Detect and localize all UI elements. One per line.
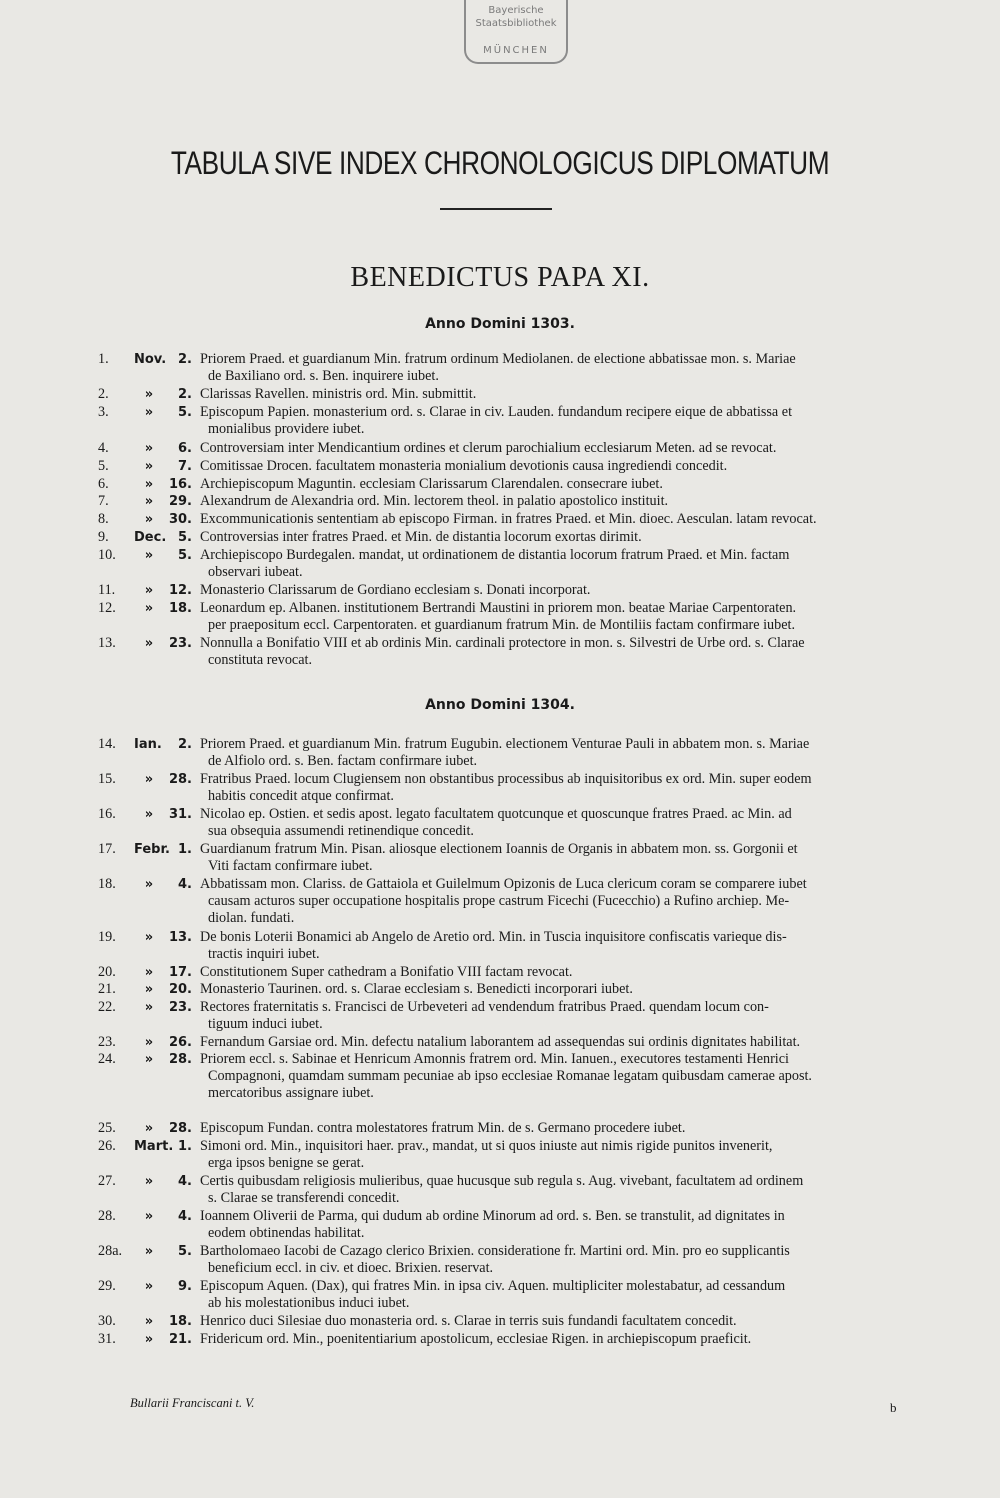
entry-number: 2. xyxy=(98,386,109,402)
entry-day: 1. xyxy=(178,842,192,857)
entry-number: 25. xyxy=(98,1120,116,1136)
entry-number: 1. xyxy=(98,351,109,367)
title-divider xyxy=(440,208,552,210)
entry-day: 28. xyxy=(168,1121,192,1136)
entry-month: Febr. xyxy=(134,842,170,857)
entry-text-line: Leonardum ep. Albanen. institutionem Bertrandi Maustini in priorem mon. beatae Mariae Carpentoraten. xyxy=(200,600,797,616)
entry-month: » xyxy=(144,1244,154,1259)
entry-number: 29. xyxy=(98,1278,116,1294)
entry-number: 28. xyxy=(98,1208,116,1224)
entry-day: 4. xyxy=(178,1209,192,1224)
entry-text-line: Priorem eccl. s. Sabinae et Henricum Amonnis fratrem ord. Min. Ianuen., executores testamenti Henrici xyxy=(200,1051,789,1067)
entry-day: 9. xyxy=(178,1279,192,1294)
entry-day: 18. xyxy=(168,601,192,616)
entry-month: » xyxy=(144,1035,154,1050)
entry-text xyxy=(200,841,896,875)
entry-day: 12. xyxy=(168,583,192,598)
entry-text-line: Excommunicationis sententiam ab episcopo Firman. in fratres Praed. et Min. dioec. Aesculan. latam revocat. xyxy=(200,511,817,527)
entry-day: 5. xyxy=(178,548,192,563)
entry-text-line: Guardianum fratrum Min. Pisan. aliosque electionem Ioannis de Organis in abbatem mon. ss. Gorgonii et xyxy=(200,841,798,857)
entry-number: 9. xyxy=(98,529,109,545)
entry-month: » xyxy=(144,1174,154,1189)
stamp-line-3: MÜNCHEN xyxy=(483,45,549,56)
entry-text xyxy=(200,386,896,403)
entry-month: » xyxy=(144,512,154,527)
entry-text-line: Bartholomaeo Iacobi de Cazago clerico Brixien. consideratione fr. Martini ord. Min. pro eo supplicantis xyxy=(200,1243,790,1259)
entry-text xyxy=(200,1034,896,1051)
entry-month: » xyxy=(144,982,154,997)
pope-heading: BENEDICTUS PAPA XI. xyxy=(350,262,650,293)
entry-text-line: Comitissae Drocen. facultatem monasteria monialium devotionis causa ingrediendi concedit. xyxy=(200,458,728,474)
entry-text xyxy=(200,404,896,438)
entry-text xyxy=(200,582,896,599)
entry-day: 18. xyxy=(168,1314,192,1329)
entry-month: » xyxy=(144,548,154,563)
entry-month: » xyxy=(144,877,154,892)
entry-number: 10. xyxy=(98,547,116,563)
entry-text-line: Episcopum Fundan. contra molestatores fratrum Min. de s. Germano procedere iubet. xyxy=(200,1120,686,1136)
stamp-line-1: Bayerische xyxy=(488,5,544,16)
entry-month: Ian. xyxy=(134,737,162,752)
entry-month: » xyxy=(144,441,154,456)
entry-text-line: Archiepiscopo Burdegalen. mandat, ut ordinationem de distantia locorum fratrum Praed. et Min. factam xyxy=(200,547,790,563)
entry-text xyxy=(200,1278,896,1312)
entry-text xyxy=(200,964,896,981)
entry-month: » xyxy=(144,1279,154,1294)
entry-day: 21. xyxy=(168,1332,192,1347)
entry-day: 20. xyxy=(168,982,192,997)
entry-month: » xyxy=(144,459,154,474)
entry-text-line: Monasterio Clarissarum de Gordiano ecclesiam s. Donati incorporat. xyxy=(200,582,591,598)
entry-day: 6. xyxy=(178,441,192,456)
entry-text xyxy=(200,476,896,493)
entry-day: 5. xyxy=(178,405,192,420)
entry-number: 13. xyxy=(98,635,116,651)
entry-month: » xyxy=(144,772,154,787)
entry-text-line: tractis inquiri iubet. xyxy=(208,946,320,962)
entry-text-line: tiguum induci iubet. xyxy=(208,1016,323,1032)
entry-text xyxy=(200,440,896,457)
entry-text-line: de Alfiolo ord. s. Ben. factam confirmare iubet. xyxy=(208,753,478,769)
entry-number: 5. xyxy=(98,458,109,474)
entry-day: 7. xyxy=(178,459,192,474)
entry-text-line: diolan. fundati. xyxy=(208,910,295,926)
entry-day: 28. xyxy=(168,1052,192,1067)
entry-number: 6. xyxy=(98,476,109,492)
entry-number: 17. xyxy=(98,841,116,857)
entry-number: 20. xyxy=(98,964,116,980)
entry-text xyxy=(200,529,896,546)
entry-text-line: Nicolao ep. Ostien. et sedis apost. legato facultatem quotcunque et quoscunque fratres Praed. ac Min. ad xyxy=(200,806,792,822)
entry-text xyxy=(200,511,896,528)
entry-number: 21. xyxy=(98,981,116,997)
entry-text-line: Certis quibusdam religiosis mulieribus, quae hucusque sub regula s. Aug. vivebant, facultatem ad ordinem xyxy=(200,1173,804,1189)
entry-text-line: Controversiam inter Mendicantium ordines et clerum parochialium ecclesiarum Meten. ad se revocat. xyxy=(200,440,777,456)
entry-text-line: observari iubeat. xyxy=(208,564,303,580)
entry-text xyxy=(200,1208,896,1242)
entry-month: Nov. xyxy=(134,352,167,367)
entry-text xyxy=(200,1331,896,1348)
entry-day: 30. xyxy=(168,512,192,527)
entry-number: 23. xyxy=(98,1034,116,1050)
entry-text xyxy=(200,806,896,840)
entry-day: 13. xyxy=(168,930,192,945)
entry-month: » xyxy=(144,1314,154,1329)
entry-number: 31. xyxy=(98,1331,116,1347)
entry-month: Dec. xyxy=(134,530,167,545)
entry-month: » xyxy=(144,583,154,598)
entry-text-line: Fernandum Garsiae ord. Min. defectu natalium laborantem ad assequendas sui ordinis dignitates habilitat. xyxy=(200,1034,801,1050)
entry-month: » xyxy=(144,1000,154,1015)
entry-number: 30. xyxy=(98,1313,116,1329)
entry-text-line: Constitutionem Super cathedram a Bonifatio VIII factam revocat. xyxy=(200,964,573,980)
entry-text xyxy=(200,1243,896,1277)
entry-month: » xyxy=(144,405,154,420)
entry-text xyxy=(200,771,896,805)
entry-day: 29. xyxy=(168,494,192,509)
entry-day: 16. xyxy=(168,477,192,492)
entry-number: 19. xyxy=(98,929,116,945)
entry-day: 5. xyxy=(178,530,192,545)
entry-day: 31. xyxy=(168,807,192,822)
entry-text xyxy=(200,458,896,475)
entry-text xyxy=(200,736,896,770)
page-title: TABULA SIVE INDEX CHRONOLOGICUS DIPLOMATUM xyxy=(170,145,830,181)
entry-text-line: Henrico duci Silesiae duo monasteria ord. s. Clarae in terris suis fundandi facultatem concedit. xyxy=(200,1313,737,1329)
entry-text-line: s. Clarae se transferendi concedit. xyxy=(208,1190,400,1206)
entry-day: 2. xyxy=(178,387,192,402)
stamp-line-2: Staatsbibliothek xyxy=(475,18,557,29)
entry-day: 1. xyxy=(178,1139,192,1154)
entry-text-line: Episcopum Papien. monasterium ord. s. Clarae in civ. Lauden. fundandum recipere eique de abbatissa et xyxy=(200,404,793,420)
entry-text-line: Rectores fraternitatis s. Francisci de Urbeveteri ad vendendum fratribus Praed. quendam locum con- xyxy=(200,999,769,1015)
entry-text xyxy=(200,1051,896,1102)
entry-text-line: Archiepiscopum Maguntin. ecclesiam Clarissarum Clarendalen. consecrare iubet. xyxy=(200,476,663,492)
entry-text-line: Compagnoni, quamdam summam pecuniae ab ipso ecclesiae Romanae legatam quibusdam camerae apost. xyxy=(208,1068,812,1084)
entry-day: 5. xyxy=(178,1244,192,1259)
entry-text xyxy=(200,999,896,1033)
entry-number: 18. xyxy=(98,876,116,892)
entry-text xyxy=(200,493,896,510)
entry-month: » xyxy=(144,930,154,945)
entry-number: 11. xyxy=(98,582,116,598)
entry-text-line: de Baxiliano ord. s. Ben. inquirere iubet. xyxy=(208,368,439,384)
entry-number: 26. xyxy=(98,1138,116,1154)
entry-day: 28. xyxy=(168,772,192,787)
entry-number: 12. xyxy=(98,600,116,616)
entry-text-line: eodem obtinendas habilitat. xyxy=(208,1225,365,1241)
entry-day: 2. xyxy=(178,737,192,752)
entry-number: 16. xyxy=(98,806,116,822)
entry-month: » xyxy=(144,494,154,509)
entry-text-line: Clarissas Ravellen. ministris ord. Min. submittit. xyxy=(200,386,477,402)
entry-text-line: erga ipsos benigne se gerat. xyxy=(208,1155,365,1171)
entry-number: 15. xyxy=(98,771,116,787)
entry-month: Mart. xyxy=(134,1139,174,1154)
entry-number: 4. xyxy=(98,440,109,456)
entry-text xyxy=(200,635,896,669)
entry-day: 23. xyxy=(168,1000,192,1015)
entry-day: 4. xyxy=(178,877,192,892)
entry-month: » xyxy=(144,636,154,651)
entry-day: 23. xyxy=(168,636,192,651)
entry-text xyxy=(200,1313,896,1330)
entry-text xyxy=(200,1138,896,1172)
entry-text-line: Alexandrum de Alexandria ord. Min. lectorem theol. in palatio apostolico instituit. xyxy=(200,493,669,509)
entry-text xyxy=(200,600,896,634)
entry-text xyxy=(200,929,896,963)
entry-text xyxy=(200,1173,896,1207)
entry-text-line: De bonis Loterii Bonamici ab Angelo de Aretio ord. Min. in Tuscia inquisitore confiscatis varieque dis- xyxy=(200,929,787,945)
entry-month: » xyxy=(144,1121,154,1136)
footer-volume: Bullarii Franciscani t. V. xyxy=(130,1396,255,1410)
entry-number: 22. xyxy=(98,999,116,1015)
entry-text-line: constituta revocat. xyxy=(208,652,313,668)
entry-text xyxy=(200,351,896,385)
entry-text-line: Fridericum ord. Min., poenitentiarium apostolicum, ecclesiae Rigen. in archiepiscopum praeficit. xyxy=(200,1331,752,1347)
entry-text xyxy=(200,547,896,581)
year-heading-1303: Anno Domini 1303. xyxy=(425,316,575,332)
entry-month: » xyxy=(144,1332,154,1347)
entry-text-line: Nonnulla a Bonifatio VIII et ab ordinis Min. cardinali protectore in mon. s. Silvestri de Urbe ord. s. Clarae xyxy=(200,635,805,651)
entry-day: 4. xyxy=(178,1174,192,1189)
entry-text-line: ab his molestationibus induci iubet. xyxy=(208,1295,410,1311)
entry-day: 17. xyxy=(168,965,192,980)
entry-text-line: Fratribus Praed. locum Clugiensem non obstantibus processibus ab inquisitoribus ex ord. Min. super eodem xyxy=(200,771,812,787)
entry-text-line: per praepositum eccl. Carpentoraten. et guardianum fratrum Min. de Montiliis factam confirmare iubet. xyxy=(208,617,796,633)
entry-text-line: sua obsequia assumendi retinendique concedit. xyxy=(208,823,474,839)
entry-text xyxy=(200,1120,896,1137)
entry-number: 24. xyxy=(98,1051,116,1067)
entry-text xyxy=(200,981,896,998)
entry-text xyxy=(200,876,896,927)
library-stamp xyxy=(464,0,568,64)
entry-number: 14. xyxy=(98,736,116,752)
footer-signature: b xyxy=(890,1400,897,1415)
entry-text-line: Episcopum Aquen. (Dax), qui fratres Min. in ipsa civ. Aquen. multipliciter molestabatur, ad cessandum xyxy=(200,1278,786,1294)
entry-text-line: Priorem Praed. et guardianum Min. fratrum ordinum Mediolanen. de electione abbatissae mon. s. Mariae xyxy=(200,351,796,367)
entry-text-line: Priorem Praed. et guardianum Min. fratrum Eugubin. electionem Venturae Pauli in abbatem mon. s. Mariae xyxy=(200,736,810,752)
entry-day: 26. xyxy=(168,1035,192,1050)
entry-text-line: Viti factam confirmare iubet. xyxy=(208,858,373,874)
entry-text-line: beneficium eccl. in civ. et dioec. Brixien. reservat. xyxy=(208,1260,494,1276)
entry-number: 7. xyxy=(98,493,109,509)
entry-day: 2. xyxy=(178,352,192,367)
entry-text-line: mercatoribus assignare iubet. xyxy=(208,1085,374,1101)
entry-text-line: Monasterio Taurinen. ord. s. Clarae ecclesiam s. Benedicti incorporari iubet. xyxy=(200,981,633,997)
entry-month: » xyxy=(144,387,154,402)
entry-text-line: Controversias inter fratres Praed. et Min. de distantia locorum exortas dirimit. xyxy=(200,529,642,545)
entry-number: 8. xyxy=(98,511,109,527)
year-heading-1304: Anno Domini 1304. xyxy=(425,697,575,713)
entry-month: » xyxy=(144,965,154,980)
entry-text-line: causam acturos super occupatione hospitalis prope castrum Ficechi (Fucecchio) a Rufino archiep. Me- xyxy=(208,893,790,909)
entry-text-line: Ioannem Oliverii de Parma, qui dudum ab ordine Minorum ad ord. s. Ben. se transtulit, ad dignitates in xyxy=(200,1208,785,1224)
entry-month: » xyxy=(144,601,154,616)
entry-text-line: Abbatissam mon. Clariss. de Gattaiola et Guilelmum Opizonis de Luca clericum coram se comparere iubet xyxy=(200,876,807,892)
entry-number: 3. xyxy=(98,404,109,420)
entry-month: » xyxy=(144,807,154,822)
entry-month: » xyxy=(144,1052,154,1067)
entry-month: » xyxy=(144,477,154,492)
entry-number: 28a. xyxy=(98,1243,123,1259)
entry-text-line: habitis concedit atque confirmat. xyxy=(208,788,394,804)
entry-month: » xyxy=(144,1209,154,1224)
entry-text-line: Simoni ord. Min., inquisitori haer. prav., mandat, ut si quos iniuste aut nimis rigide punitos invenerit, xyxy=(200,1138,773,1154)
entry-text-line: monialibus providere iubet. xyxy=(208,421,365,437)
entry-number: 27. xyxy=(98,1173,116,1189)
